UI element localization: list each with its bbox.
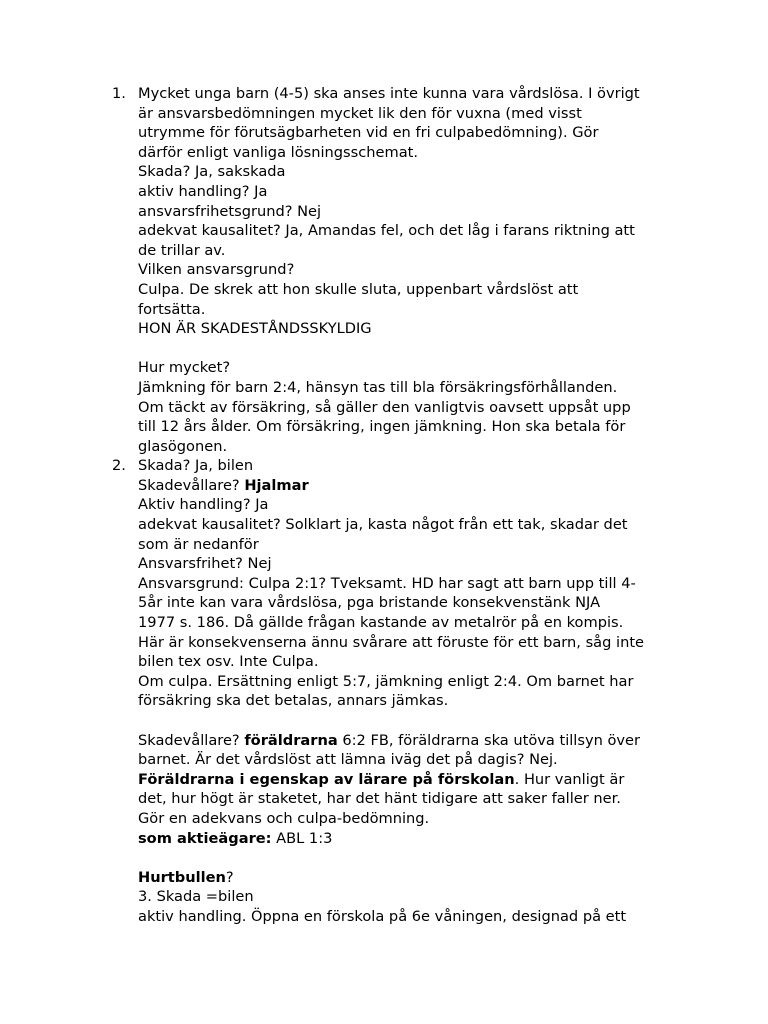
bold-text: Hjalmar [244,476,309,494]
bold-text: Föräldrarna i egenskap av lärare på förskolan [138,770,515,788]
text-line: till 12 års ålder. Om försäkring, ingen jämkning. Hon ska betala för [138,418,626,436]
text-line: Om täckt av försäkring, så gäller den vanligtvis oavsett uppsåt upp [138,398,631,416]
text-line: som är nedanför [138,535,259,553]
bold-text: som aktieägare: [138,829,272,847]
text-line: Hur mycket? [138,359,231,377]
text-span: ? [225,868,234,886]
text-span: Skadevållare? [138,476,245,494]
text-line [138,476,692,496]
text-line: försäkring ska det betalas, annars jämkas. [138,692,449,710]
list-item-1 [112,84,692,456]
text-line: 1977 s. 186. Då gällde frågan kastande av metalrör på en kompis. [138,614,624,632]
text-line: Culpa. De skrek att hon skulle sluta, uppenbart vårdslöst att [138,280,579,298]
text-line: Aktiv handling? Ja [138,496,269,514]
text-line: 5år inte kan vara vårdslösa, pga bristande konsekvenstänk NJA [138,594,601,612]
text-line: utrymme för förutsägbarheten vid en fri culpabedömning). Gör [138,124,599,142]
text-line: ansvarsfrihetsgrund? Nej [138,202,322,220]
text-line: Här är konsekvenserna ännu svårare att föruste för ett barn, såg inte [138,633,645,651]
blank-line [138,711,692,731]
text-line [138,770,692,790]
text-line: adekvat kausalitet? Ja, Amandas fel, och det låg i farans riktning att [138,222,635,240]
text-line: Skada? Ja, bilen [138,457,254,475]
text-line: bilen tex osv. Inte Culpa. [138,653,319,671]
document-content [112,84,692,927]
text-line: är ansvarsbedömningen mycket lik den för vuxna (med visst [138,104,582,122]
text-line: Om culpa. Ersättning enligt 5:7, jämkning enligt 2:4. Om barnet har [138,672,634,690]
blank-line [138,848,692,868]
text-span: 6:2 FB, föräldrarna ska utöva tillsyn över [337,731,641,749]
text-line: Ansvarsfrihet? Nej [138,555,272,573]
text-line: Jämkning för barn 2:4, hänsyn tas till bla försäkringsförhållanden. [138,378,618,396]
bold-text: Hurtbullen [138,868,226,886]
text-line: Ansvarsgrund: Culpa 2:1? Tveksamt. HD har sagt att barn upp till 4- [138,574,636,592]
list-item-2 [112,456,692,926]
text-line: aktiv handling? Ja [138,182,268,200]
text-line: de trillar av. [138,241,226,259]
text-span: Skadevållare? [138,731,245,749]
text-line: Vilken ansvarsgrund? [138,261,295,279]
text-line: Gör en adekvans och culpa-bedömning. [138,809,430,827]
text-line [138,731,692,751]
bold-text: föräldrarna [244,731,338,749]
text-line [138,868,692,888]
text-line: barnet. Är det vårdslöst att lämna iväg det på dagis? Nej. [138,751,558,769]
text-span: . Hur vanligt är [514,770,625,788]
text-line: därför enligt vanliga lösningsschemat. [138,143,419,161]
text-span: ABL 1:3 [271,829,333,847]
text-line: adekvat kausalitet? Solklart ja, kasta något från ett tak, skadar det [138,516,628,534]
text-line: glasögonen. [138,437,228,455]
text-line: HON ÄR SKADESTÅNDSSKYLDIG [138,320,372,338]
text-line: det, hur högt är staketet, har det hänt tidigare att saker faller ner. [138,790,621,808]
text-line: fortsätta. [138,300,206,318]
list-number: 2. [112,457,126,475]
text-line: Mycket unga barn (4-5) ska anses inte kunna vara vårdslösa. I övrigt [138,85,640,102]
text-line: Skada? Ja, sakskada [138,163,286,181]
list-number: 1. [112,85,126,102]
blank-line [138,339,692,359]
text-line [138,829,692,849]
text-line: 3. Skada =bilen [138,888,254,906]
text-line: aktiv handling. Öppna en förskola på 6e våningen, designad på ett [138,907,627,925]
